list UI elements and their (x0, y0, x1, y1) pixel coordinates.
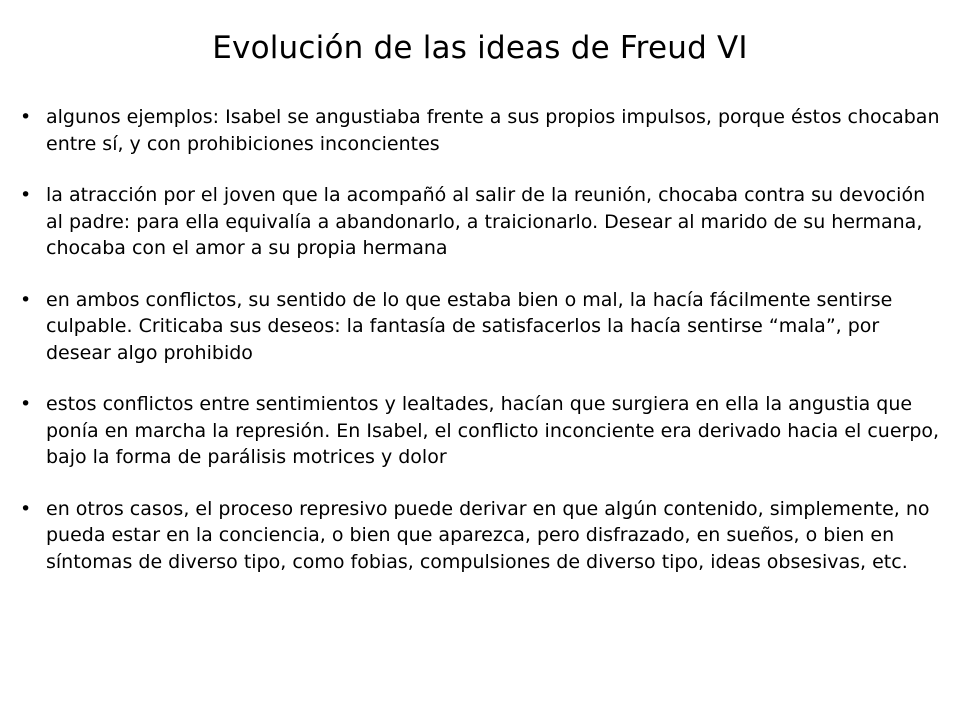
bullet-text: estos conflictos entre sentimientos y lealtades, hacían que surgiera en ella la angustia que ponía en marcha la represión. En Isabel, el conflicto inconciente era derivado hacia el cuerpo, bajo la forma de parálisis motrices y dolor (46, 393, 940, 468)
bullet-text: en otros casos, el proceso represivo puede derivar en que algún contenido, simplemente, no pueda estar en la conciencia, o bien que aparezca, pero disfrazado, en sueños, o bien en síntomas de diverso tipo, como fobias, compulsiones de diverso tipo, ideas obsesivas, etc. (46, 497, 930, 573)
bullet-item (18, 182, 940, 262)
bullet-item (18, 496, 940, 576)
bullet-list (18, 104, 940, 575)
bullet-dot-icon: • (20, 393, 32, 415)
slide-title: Evolución de las ideas de Freud VI (212, 30, 748, 66)
bullet-item (18, 287, 940, 367)
bullet-dot-icon: • (20, 288, 32, 311)
bullet-dot-icon: • (20, 106, 32, 128)
bullet-item (18, 391, 940, 471)
bullet-text: en ambos conflictos, su sentido de lo que estaba bien o mal, la hacía fácilmente sentirse culpable. Criticaba sus deseos: la fantasía de satisfacerlos la hacía sentirse “mala”, por desear algo prohibido (46, 288, 893, 364)
bullet-dot-icon: • (20, 497, 32, 520)
bullet-text: algunos ejemplos: Isabel se angustiaba frente a sus propios impulsos, porque éstos chocaban entre sí, y con prohibiciones inconcientes (46, 106, 940, 155)
bullet-item (18, 104, 940, 157)
bullet-dot-icon: • (20, 184, 32, 206)
bullet-text: la atracción por el joven que la acompañó al salir de la reunión, chocaba contra su devoción al padre: para ella equivalía a abandonarlo, a traicionarlo. Desear al marido de su hermana, chocaba con el amor a su propia hermana (46, 184, 926, 259)
